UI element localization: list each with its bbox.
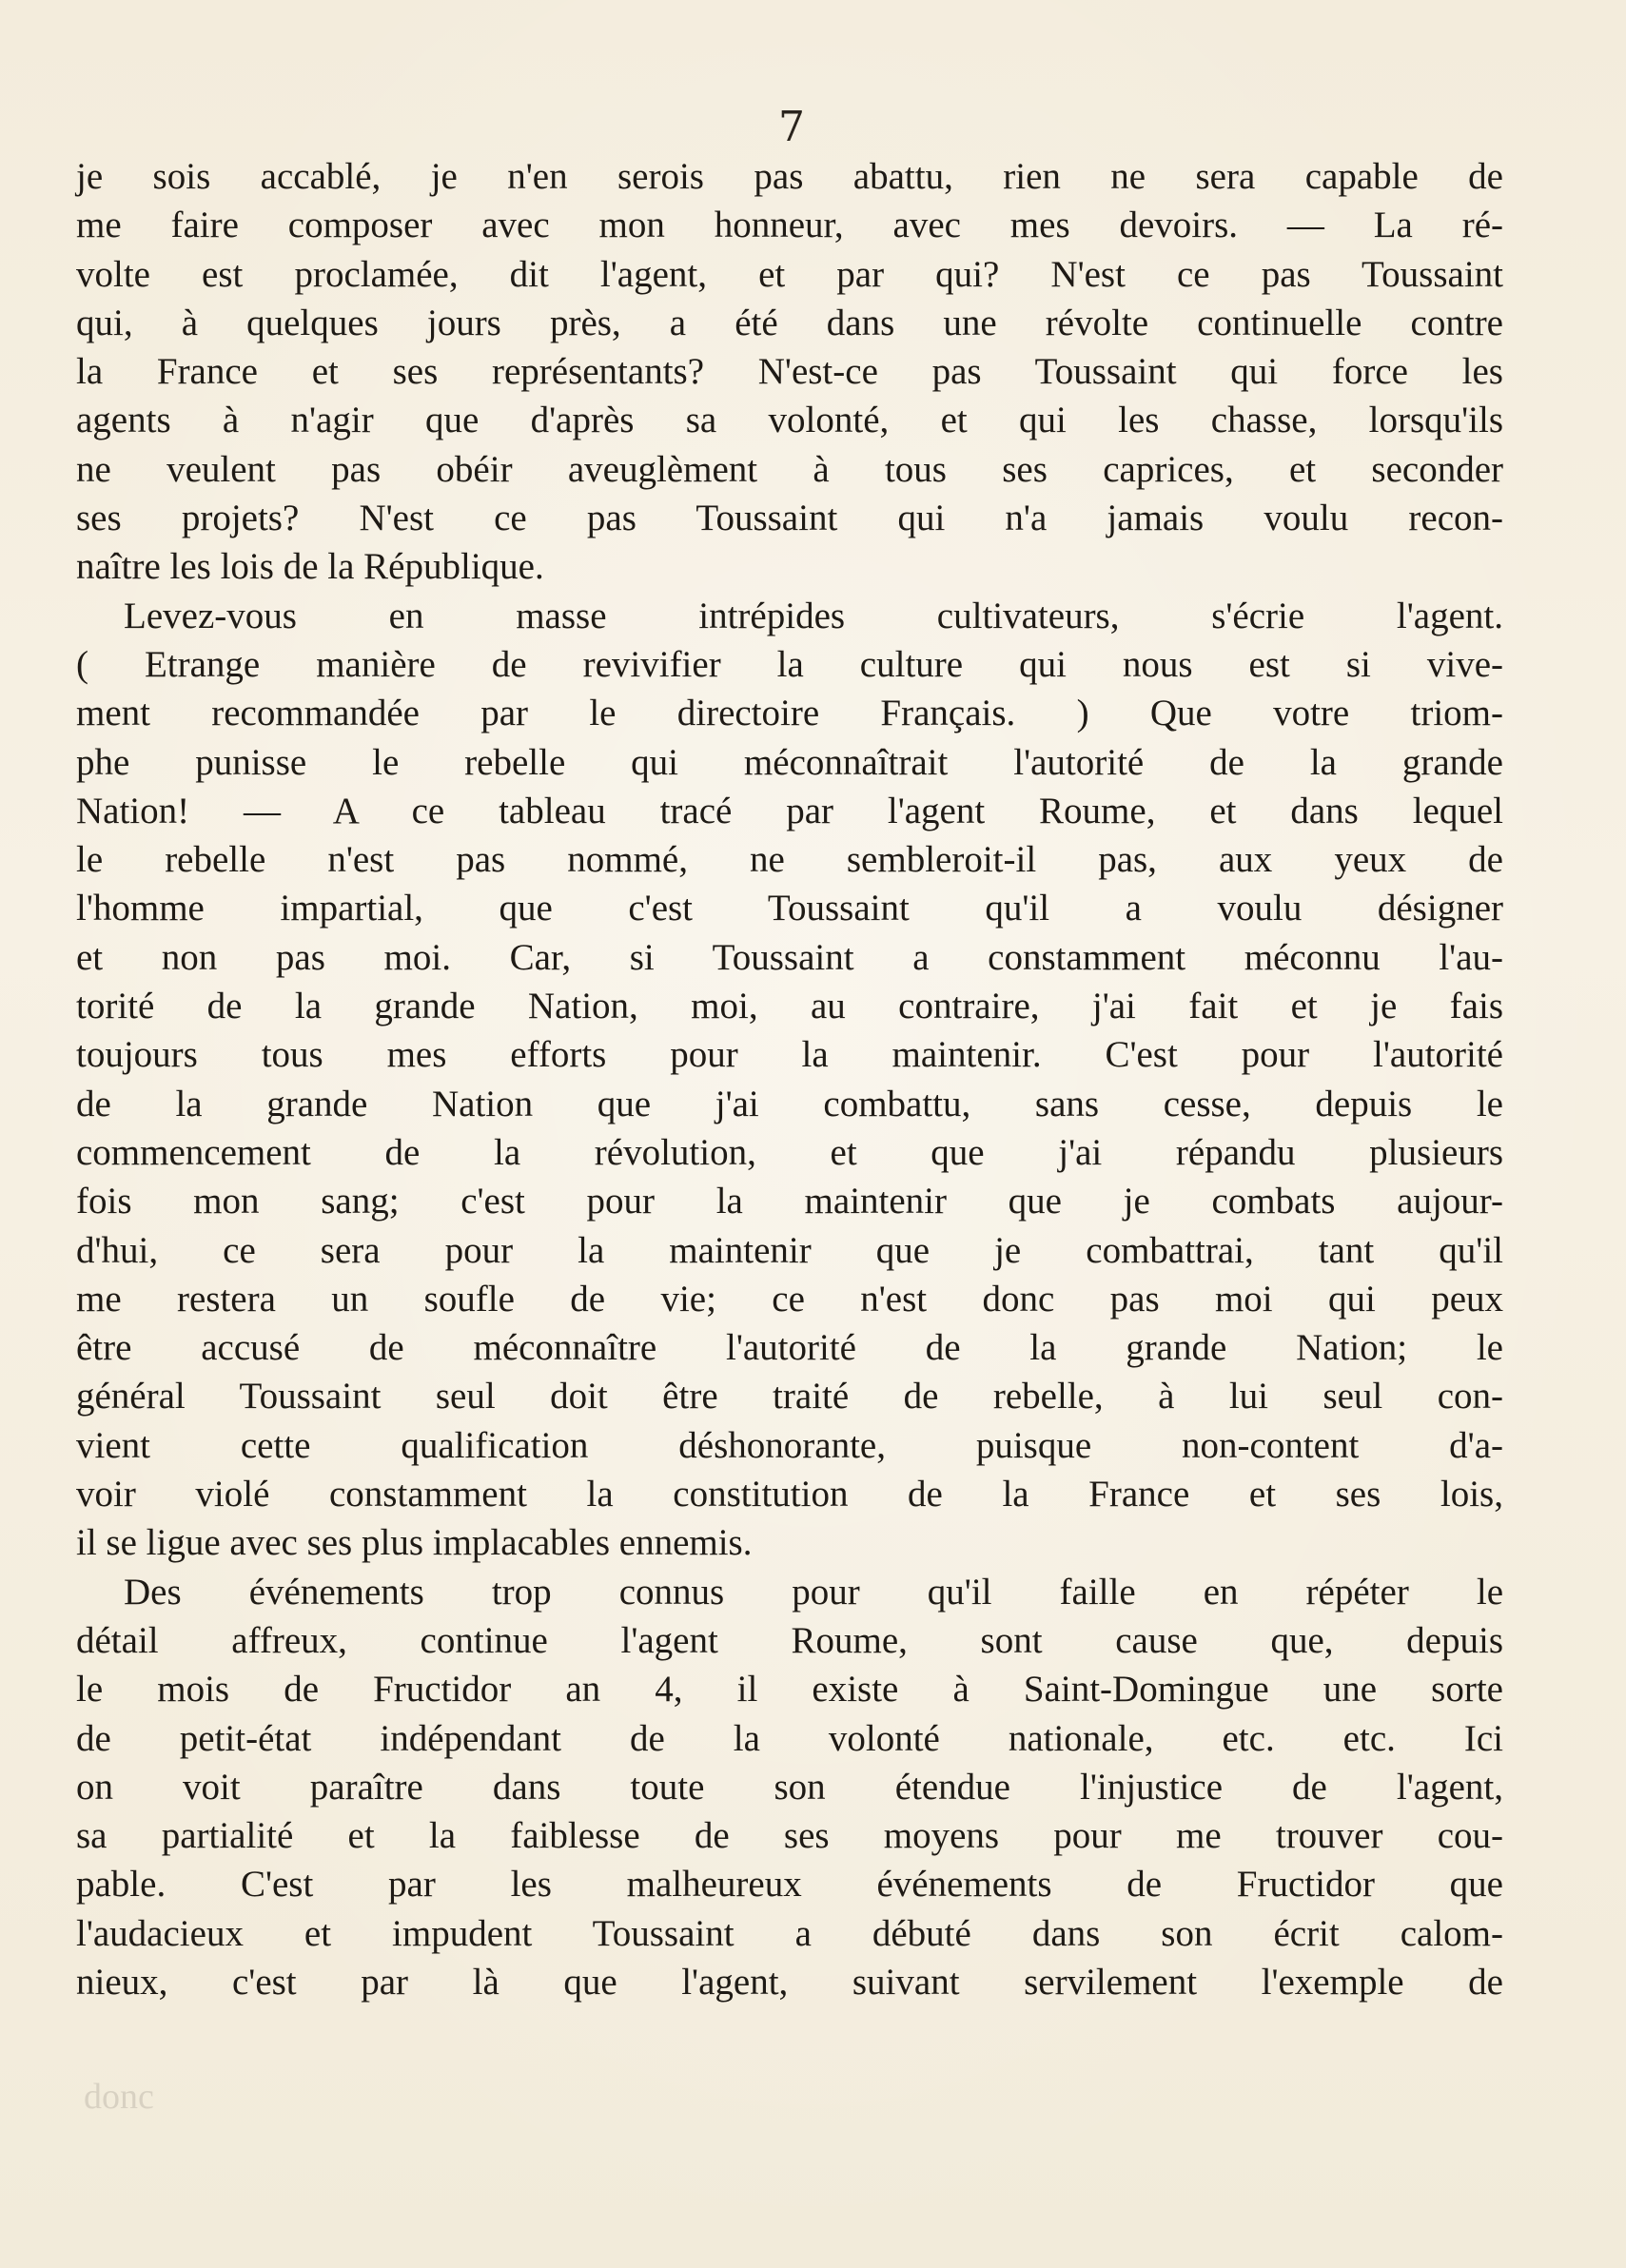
text-line: ( Etrange manière de revivifier la culture qui nous est si vive- [76, 643, 1503, 685]
text-line: le rebelle n'est pas nommé, ne sembleroit-il pas, aux yeux de [76, 839, 1503, 881]
text-line: la France et ses représentants? N'est-ce pas Toussaint qui force les [76, 351, 1503, 393]
text-line: commencement de la révolution, et que j'ai répandu plusieurs [76, 1131, 1503, 1173]
text-line: il se ligue avec ses plus implacables ennemis. [76, 1522, 753, 1564]
text-line: qui, à quelques jours près, a été dans une révolte continuelle contre [76, 302, 1503, 343]
show-through-text: donc [84, 2077, 154, 2117]
text-line: torité de la grande Nation, moi, au contraire, j'ai fait et je fais [76, 986, 1503, 1027]
text-line: l'homme impartial, que c'est Toussaint qu'il a voulu désigner [76, 888, 1503, 929]
text-line: ment recommandée par le directoire Français. ) Que votre triom- [76, 693, 1503, 734]
paragraph-2 [76, 592, 1503, 1568]
text-line: ses projets? N'est ce pas Toussaint qui n'a jamais voulu recon- [76, 498, 1503, 539]
text-line: me restera un soufle de vie; ce n'est donc pas moi qui peux [76, 1278, 1503, 1320]
text-line: Nation! — A ce tableau tracé par l'agent Roume, et dans lequel [76, 790, 1503, 831]
text-line: général Toussaint seul doit être traité de rebelle, à lui seul con- [76, 1376, 1503, 1418]
text-line: voir violé constamment la constitution de la France et ses lois, [76, 1474, 1503, 1515]
text-line: d'hui, ce sera pour la maintenir que je combattrai, tant qu'il [76, 1229, 1503, 1271]
page-number: 7 [778, 103, 805, 151]
text-line: l'audacieux et impudent Toussaint a débuté dans son écrit calom- [76, 1912, 1503, 1954]
text-line: phe punisse le rebelle qui méconnaîtrait l'autorité de la grande [76, 741, 1503, 783]
text-line: agents à n'agir que d'après sa volonté, et qui les chasse, lorsqu'ils [76, 400, 1503, 441]
paragraph-1 [76, 152, 1503, 592]
text-line: naître les lois de la République. [76, 546, 544, 588]
text-line: Levez-vous en masse intrépides cultivateurs, s'écrie l'agent. [124, 595, 1503, 636]
text-line: pable. C'est par les malheureux événements de Fructidor que [76, 1864, 1503, 1906]
text-line: vient cette qualification déshonorante, puisque non-content d'a- [76, 1424, 1503, 1466]
text-line: ne veulent pas obéir aveuglèment à tous ses caprices, et seconder [76, 448, 1503, 490]
text-line: nieux, c'est par là que l'agent, suivant servilement l'exemple de [76, 1961, 1503, 2003]
text-line: sa partialité et la faiblesse de ses moyens pour me trouver cou- [76, 1815, 1503, 1857]
text-line: de petit-état indépendant de la volonté nationale, etc. etc. Ici [76, 1717, 1503, 1759]
text-line: volte est proclamée, dit l'agent, et par qui? N'est ce pas Toussaint [76, 253, 1503, 295]
text-line: Des événements trop connus pour qu'il faille en répéter le [124, 1571, 1503, 1613]
text-line: fois mon sang; c'est pour la maintenir que je combats aujour- [76, 1181, 1503, 1222]
text-line: me faire composer avec mon honneur, avec mes devoirs. — La ré- [76, 205, 1503, 246]
text-line: de la grande Nation que j'ai combattu, sans cesse, depuis le [76, 1083, 1503, 1124]
text-line: toujours tous mes efforts pour la maintenir. C'est pour l'autorité [76, 1034, 1503, 1076]
text-line: être accusé de méconnaître l'autorité de la grande Nation; le [76, 1327, 1503, 1369]
body-text [76, 152, 1503, 2006]
text-line: et non pas moi. Car, si Toussaint a constamment méconnu l'au- [76, 936, 1503, 978]
paragraph-3 [76, 1568, 1503, 2007]
text-line: je sois accablé, je n'en serois pas abattu, rien ne sera capable de [76, 156, 1503, 197]
text-line: on voit paraître dans toute son étendue l'injustice de l'agent, [76, 1766, 1503, 1808]
text-line: détail affreux, continue l'agent Roume, sont cause que, depuis [76, 1619, 1503, 1661]
text-line: le mois de Fructidor an 4, il existe à Saint-Domingue une sorte [76, 1669, 1503, 1711]
